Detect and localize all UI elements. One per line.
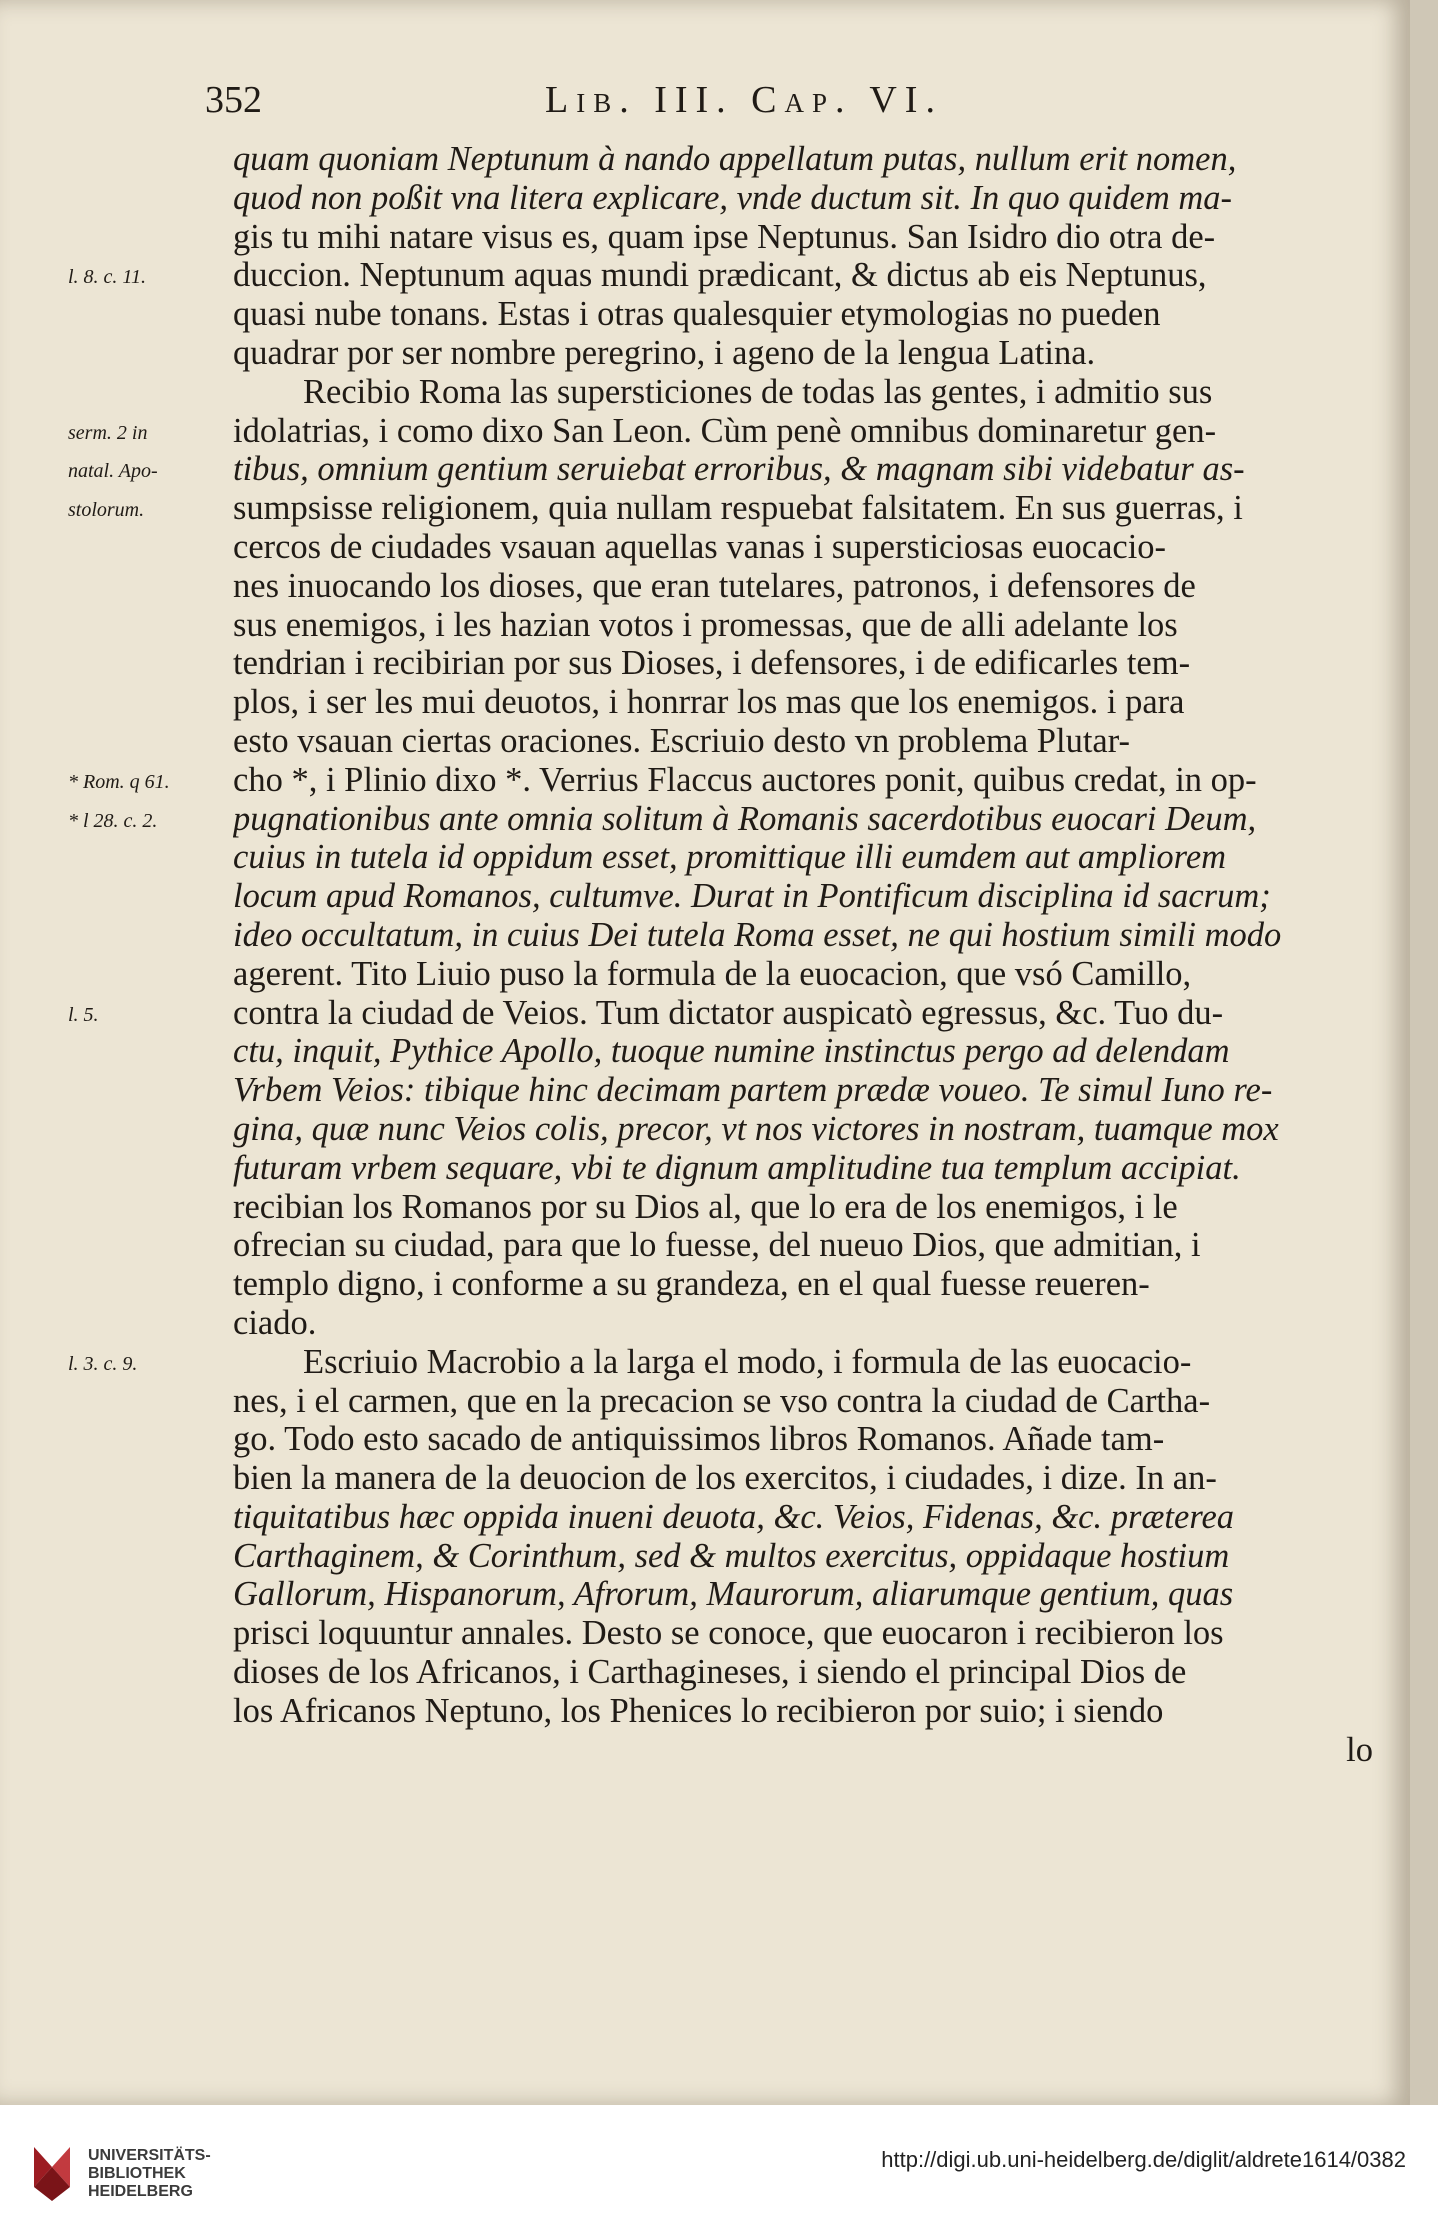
margin-note: * Rom. q 61. xyxy=(68,770,170,793)
text-line: quasi nube tonans. Estas i otras qualesquier etymologias no pueden xyxy=(233,295,1161,334)
page-number: 352 xyxy=(205,79,262,121)
text-line: gis tu mihi natare visus es, quam ipse Neptunus. San Isidro dio otra de- xyxy=(233,217,1216,256)
page-header xyxy=(205,78,1385,128)
text-line: ciado. xyxy=(233,1303,317,1342)
text-line: duccion. Neptunum aquas mundi prædicant, & dictus ab eis Neptunus, xyxy=(233,256,1207,295)
text-line: Escriuio Macrobio a la larga el modo, i formula de las euocacio- xyxy=(303,1342,1192,1381)
text-line: futuram vrbem sequare, vbi te dignum amplitudine tua templum accipiat. xyxy=(233,1148,1241,1187)
permalink-url[interactable]: http://digi.ub.uni-heidelberg.de/diglit/aldrete1614/0382 xyxy=(881,2147,1406,2172)
library-name-line: HEIDELBERG xyxy=(88,2183,193,2200)
text-line: plos, i ser les mui deuotos, i honrrar los mas que los enemigos. i para xyxy=(233,683,1185,722)
text-line: sus enemigos, i les hazian votos i promessas, que de alli adelante los xyxy=(233,605,1178,644)
text-line: templo digno, i conforme a su grandeza, en el qual fuesse reueren- xyxy=(233,1265,1150,1304)
running-head: Lib. III. Cap. VI. xyxy=(545,79,943,121)
text-line: gina, quæ nunc Veios colis, precor, vt nos victores in nostram, tuamque mox xyxy=(233,1109,1279,1148)
library-name xyxy=(88,2147,211,2201)
text-line: ofrecian su ciudad, para que lo fuesse, del nueuo Dios, que admitian, i xyxy=(233,1226,1201,1265)
margin-note: * l 28. c. 2. xyxy=(68,809,158,832)
library-name-line: BIBLIOTHEK xyxy=(88,2165,186,2182)
text-line: tibus, omnium gentium seruiebat erroribus, & magnam sibi videbatur as- xyxy=(233,450,1245,489)
text-line: agerent. Tito Liuio puso la formula de la euocacion, que vsó Camillo, xyxy=(233,954,1192,993)
text-line: ctu, inquit, Pythice Apollo, tuoque numine instinctus pergo ad delendam xyxy=(233,1032,1230,1071)
text-line: los Africanos Neptuno, los Phenices lo recibieron por suio; i siendo xyxy=(233,1691,1164,1730)
text-line: quam quoniam Neptunum à nando appellatum putas, nullum erit nomen, xyxy=(233,140,1237,178)
margin-note: l. 5. xyxy=(68,1003,99,1026)
text-line: Recibio Roma las supersticiones de todas las gentes, i admitio sus xyxy=(303,372,1213,411)
text-line: quadrar por ser nombre peregrino, i ageno de la lengua Latina. xyxy=(233,333,1096,372)
text-line: prisci loquuntur annales. Desto se conoce, que euocaron i recibieron los xyxy=(233,1614,1224,1653)
margin-note: serm. 2 in xyxy=(68,421,148,444)
text-line: tendrian i recibirian por sus Dioses, i defensores, i de edificarles tem- xyxy=(233,644,1191,683)
text-line: Carthaginem, & Corinthum, sed & multos exercitus, oppidaque hostium xyxy=(233,1536,1230,1575)
text-line: go. Todo esto sacado de antiquissimos libros Romanos. Añade tam- xyxy=(233,1420,1165,1459)
body-text xyxy=(233,140,1393,1769)
viewer-footer xyxy=(0,2105,1438,2235)
margin-note: natal. Apo- xyxy=(68,460,158,483)
margin-note: l. 8. c. 11. xyxy=(68,266,146,289)
margin-note: stolorum. xyxy=(68,499,145,522)
text-line: nes, i el carmen, que en la precacion se vso contra la ciudad de Cartha- xyxy=(233,1381,1211,1420)
text-line: tiquitatibus hæc oppida inueni deuota, &c. Veios, Fidenas, &c. præterea xyxy=(233,1497,1235,1536)
text-line: lo xyxy=(1346,1730,1373,1769)
text-line: sumpsisse religionem, quia nullam respuebat falsitatem. En sus guerras, i xyxy=(233,489,1243,528)
text-line: idolatrias, i como dixo San Leon. Cùm penè omnibus dominaretur gen- xyxy=(233,411,1217,450)
text-line: esto vsauan ciertas oraciones. Escriuio desto vn problema Plutar- xyxy=(233,721,1130,760)
text-line: locum apud Romanos, cultumve. Durat in Pontificum disciplina id sacrum; xyxy=(233,877,1271,916)
text-line: bien la manera de la deuocion de los exercitos, i ciudades, i dize. In an- xyxy=(233,1459,1217,1498)
text-line: Vrbem Veios: tibique hinc decimam partem prædæ voueo. Te simul Iuno re- xyxy=(233,1071,1273,1110)
text-line: cercos de ciudades vsauan aquellas vanas i supersticiosas euocacio- xyxy=(233,527,1167,566)
text-line: nes inuocando los dioses, que eran tutelares, patronos, i defensores de xyxy=(233,566,1196,605)
text-line: Gallorum, Hispanorum, Afrorum, Maurorum, aliarumque gentium, quas xyxy=(233,1575,1234,1614)
margin-note: l. 3. c. 9. xyxy=(68,1352,138,1375)
text-line: cuius in tutela id oppidum esset, promittique illi eumdem aut ampliorem xyxy=(233,838,1227,877)
library-logo-icon xyxy=(28,2143,76,2203)
library-name-line: UNIVERSITÄTS- xyxy=(88,2147,211,2164)
text-line: quod non poßit vna litera explicare, vnde ductum sit. In quo quidem ma- xyxy=(233,178,1233,217)
text-line: ideo occultatum, in cuius Dei tutela Roma esset, ne qui hostium simili modo xyxy=(233,915,1282,954)
text-line: recibian los Romanos por su Dios al, que lo era de los enemigos, i le xyxy=(233,1187,1178,1226)
text-line: cho *, i Plinio dixo *. Verrius Flaccus auctores ponit, quibus credat, in op- xyxy=(233,760,1257,799)
text-line: contra la ciudad de Veios. Tum dictator auspicatò egressus, &c. Tuo du- xyxy=(233,993,1224,1032)
text-line: pugnationibus ante omnia solitum à Romanis sacerdotibus euocari Deum, xyxy=(233,799,1257,838)
text-line: dioses de los Africanos, i Carthagineses, i siendo el principal Dios de xyxy=(233,1653,1187,1692)
